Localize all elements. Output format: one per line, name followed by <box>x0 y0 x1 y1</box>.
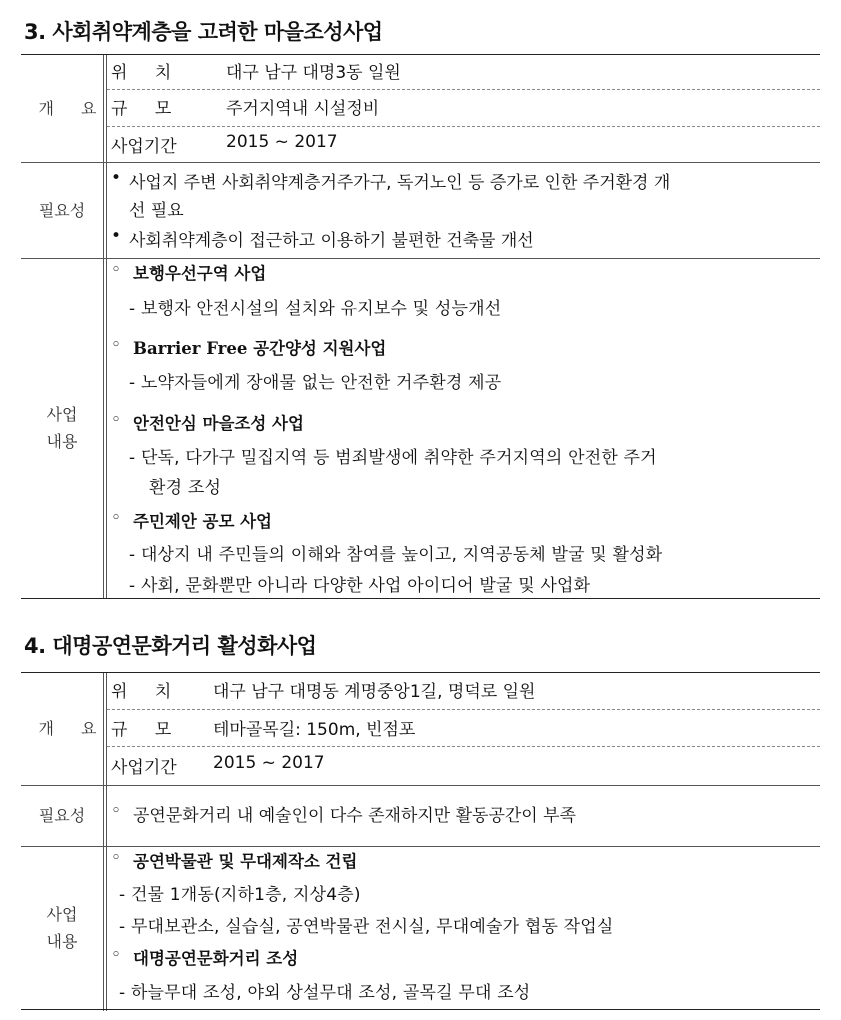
content-category-line: 내용 <box>46 432 78 451</box>
content-heading: 안전안심 마을조성 사업 <box>133 414 304 433</box>
content-item: - 사회, 문화뿐만 아니라 다양한 사업 아이디어 발굴 및 사업화 <box>129 576 591 596</box>
necessity-row <box>21 785 820 846</box>
overview-value: 2015 ~ 2017 <box>213 753 325 773</box>
necessity-category: 필요성 <box>38 806 86 825</box>
overview-value: 대구 남구 대명3동 일원 <box>226 63 401 83</box>
section-3-table <box>21 54 820 599</box>
content-heading: 주민제안 공모 사업 <box>133 512 273 531</box>
necessity-text: 공연문화거리 내 예술인이 다수 존재하지만 활동공간이 부족 <box>133 806 576 826</box>
section-4-title: 4. 대명공연문화거리 활성화사업 <box>24 634 317 658</box>
content-item: - 보행자 안전시설의 설치와 유지보수 및 성능개선 <box>129 299 502 319</box>
content-category-line: 사업 <box>46 405 78 424</box>
content-item: 환경 조성 <box>149 478 222 498</box>
bullet: ◦ <box>111 848 122 868</box>
content-category <box>21 258 103 598</box>
overview-value: 테마골목길: 150m, 빈점포 <box>213 720 416 740</box>
content-item: - 노약자들에게 장애물 없는 안전한 거주환경 제공 <box>129 373 502 393</box>
table-rule <box>21 1009 820 1010</box>
section-4-table <box>21 672 820 1011</box>
table-rule <box>21 598 820 599</box>
bullet: • <box>111 226 122 246</box>
necessity-category: 필요성 <box>38 200 86 220</box>
bullet: ◦ <box>111 801 122 821</box>
necessity-text: 선 필요 <box>129 201 184 221</box>
overview-row <box>21 54 820 162</box>
content-category-line: 사업 <box>46 904 78 924</box>
bullet: ◦ <box>111 508 122 528</box>
overview-label: 사업기간 <box>111 758 177 778</box>
content-heading: 대명공연문화거리 조성 <box>133 949 299 968</box>
bullet: ◦ <box>111 410 122 430</box>
content-category-line: 내용 <box>46 931 78 951</box>
bullet: ◦ <box>111 945 122 965</box>
content-heading: 공연박물관 및 무대제작소 건립 <box>133 852 358 871</box>
necessity-row <box>21 162 820 258</box>
overview-value: 2015 ~ 2017 <box>226 132 338 152</box>
overview-label: 규 모 <box>111 99 183 119</box>
overview-label: 규 모 <box>111 720 183 740</box>
necessity-text: 사회취약계층이 접근하고 이용하기 불편한 건축물 개선 <box>129 231 534 251</box>
overview-value: 대구 남구 대명동 계명중앙1길, 명덕로 일원 <box>213 682 536 702</box>
overview-value: 주거지역내 시설정비 <box>226 99 380 119</box>
overview-label: 사업기간 <box>111 137 177 157</box>
content-item: - 하늘무대 조성, 야외 상설무대 조성, 골목길 무대 조성 <box>119 983 531 1003</box>
necessity-text: 사업지 주변 사회취약계층거주가구, 독거노인 등 증가로 인한 주거환경 개 <box>129 173 671 193</box>
bullet: ◦ <box>111 335 122 355</box>
overview-category: 개 요 <box>38 98 108 118</box>
bullet: • <box>111 168 122 188</box>
overview-category: 개 요 <box>38 719 108 738</box>
overview-label: 위 치 <box>111 682 183 702</box>
content-item: - 단독, 다가구 밀집지역 등 범죄발생에 취약한 주거지역의 안전한 주거 <box>129 448 657 468</box>
overview-row <box>21 672 820 785</box>
section-3-title: 3. 사회취약계층을 고려한 마을조성사업 <box>24 20 383 44</box>
content-heading: 보행우선구역 사업 <box>133 264 267 283</box>
content-item: - 무대보관소, 실습실, 공연박물관 전시실, 무대예술가 협동 작업실 <box>119 917 614 937</box>
content-heading: Barrier Free 공간양성 지원사업 <box>133 339 387 358</box>
content-category <box>21 846 103 1009</box>
content-row <box>21 846 820 1009</box>
overview-label: 위 치 <box>111 63 183 83</box>
content-row <box>21 258 820 598</box>
content-item: - 대상지 내 주민들의 이해와 참여를 높이고, 지역공동체 발굴 및 활성화 <box>129 545 663 565</box>
bullet: ◦ <box>111 260 122 280</box>
content-item: - 건물 1개동(지하1층, 지상4층) <box>119 885 361 905</box>
